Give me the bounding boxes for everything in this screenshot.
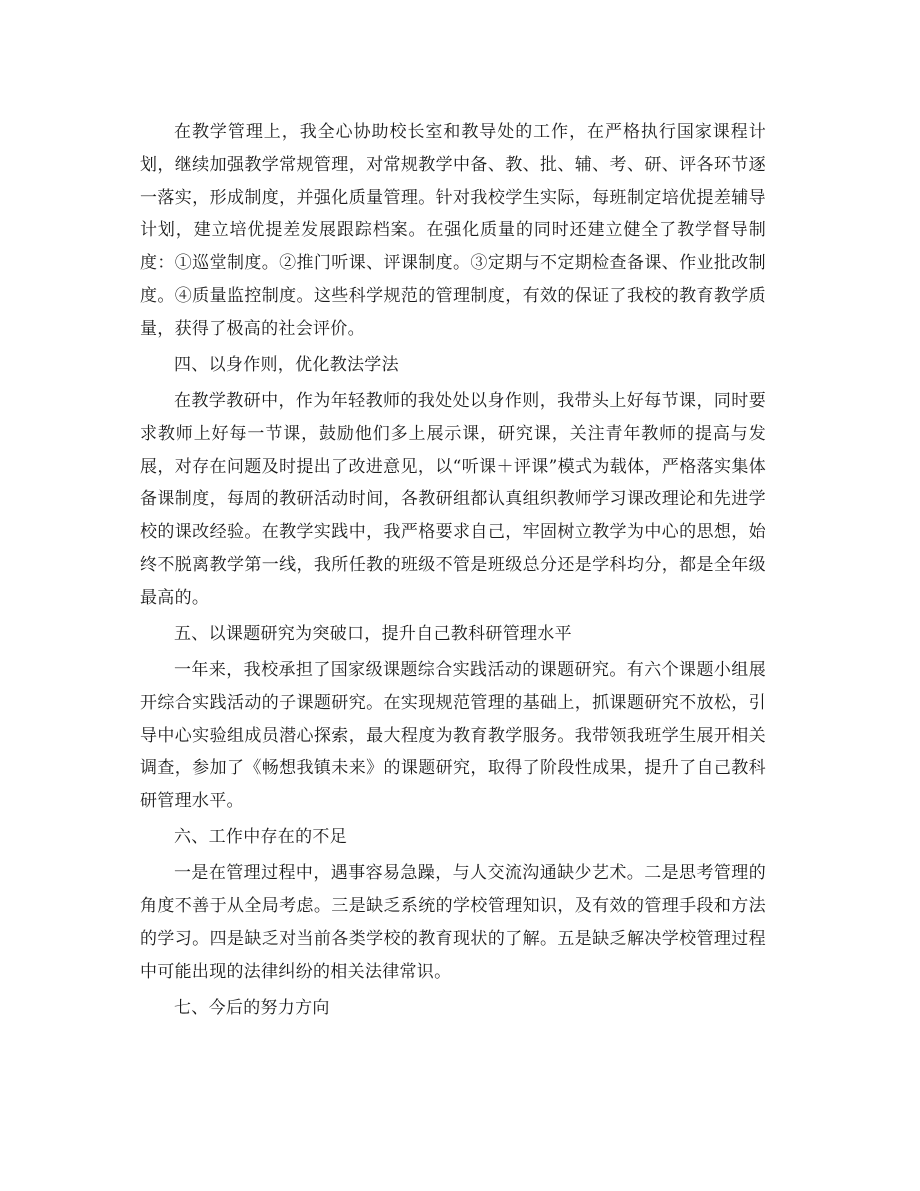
paragraph-teaching-management: 在教学管理上，我全心协助校长室和教导处的工作，在严格执行国家课程计划，继续加强教学常规管理，对常规教学中备、教、批、辅、考、研、评各环节逐一落实，形成制度，并强化质量管理。针对我校学生实际，每班制定培优提差辅导计划，建立培优提差发展跟踪档案。在强化质量的同时还建立健全了教学督导制度：①巡堂制度。②推门听课、评课制度。③定期与不定期检查备课、作业批改制度。④质量监控制度。这些科学规范的管理制度，有效的保证了我校的教育教学质量，获得了极高的社会评价。 — [140, 122, 766, 339]
paragraph-lead-by-example: 在教学教研中，作为年轻教师的我处处以身作则，我带头上好每节课，同时要求教师上好每一节课，鼓励他们多上展示课，研究课，关注青年教师的提高与发展，对存在问题及时提出了改进意见，以“听课＋评课”模式为载体，严格落实集体备课制度，每周的教研活动时间，各教研组都认真组织教师学习课改理论和先进学校的课改经验。在教学实践中，我严格要求自己，牢固树立教学为中心的思想，始终不脱离教学第一线，我所任教的班级不管是班级总分还是学科均分，都是全年级最高的。 — [140, 390, 766, 608]
paragraph-research: 一年来，我校承担了国家级课题综合实践活动的课题研究。有六个课题小组展开综合实践活动的子课题研究。在实现规范管理的基础上，抓课题研究不放松，引导中心实验组成员潜心探索，最大程度为教育教学服务。我带领我班学生展开相关调查，参加了《畅想我镇未来》的课题研究，取得了阶段性成果，提升了自己教科研管理水平。 — [140, 659, 766, 812]
section-heading-4: 四、以身作则，优化教法学法 — [174, 354, 399, 375]
section-heading-7: 七、今后的努力方向 — [174, 997, 330, 1018]
section-heading-5: 五、以课题研究为突破口，提升自己教科研管理水平 — [174, 623, 572, 644]
section-heading-6: 六、工作中存在的不足 — [174, 827, 347, 848]
paragraph-shortcomings: 一是在管理过程中，遇事容易急躁，与人交流沟通缺少艺术。二是思考管理的角度不善于从全局考虑。三是缺乏系统的学校管理知识，及有效的管理手段和方法的学习。四是缺乏对当前各类学校的教育现状的了解。五是缺乏解决学校管理过程中可能出现的法律纠纷的相关法律常识。 — [140, 863, 766, 982]
document-body — [140, 116, 766, 1028]
